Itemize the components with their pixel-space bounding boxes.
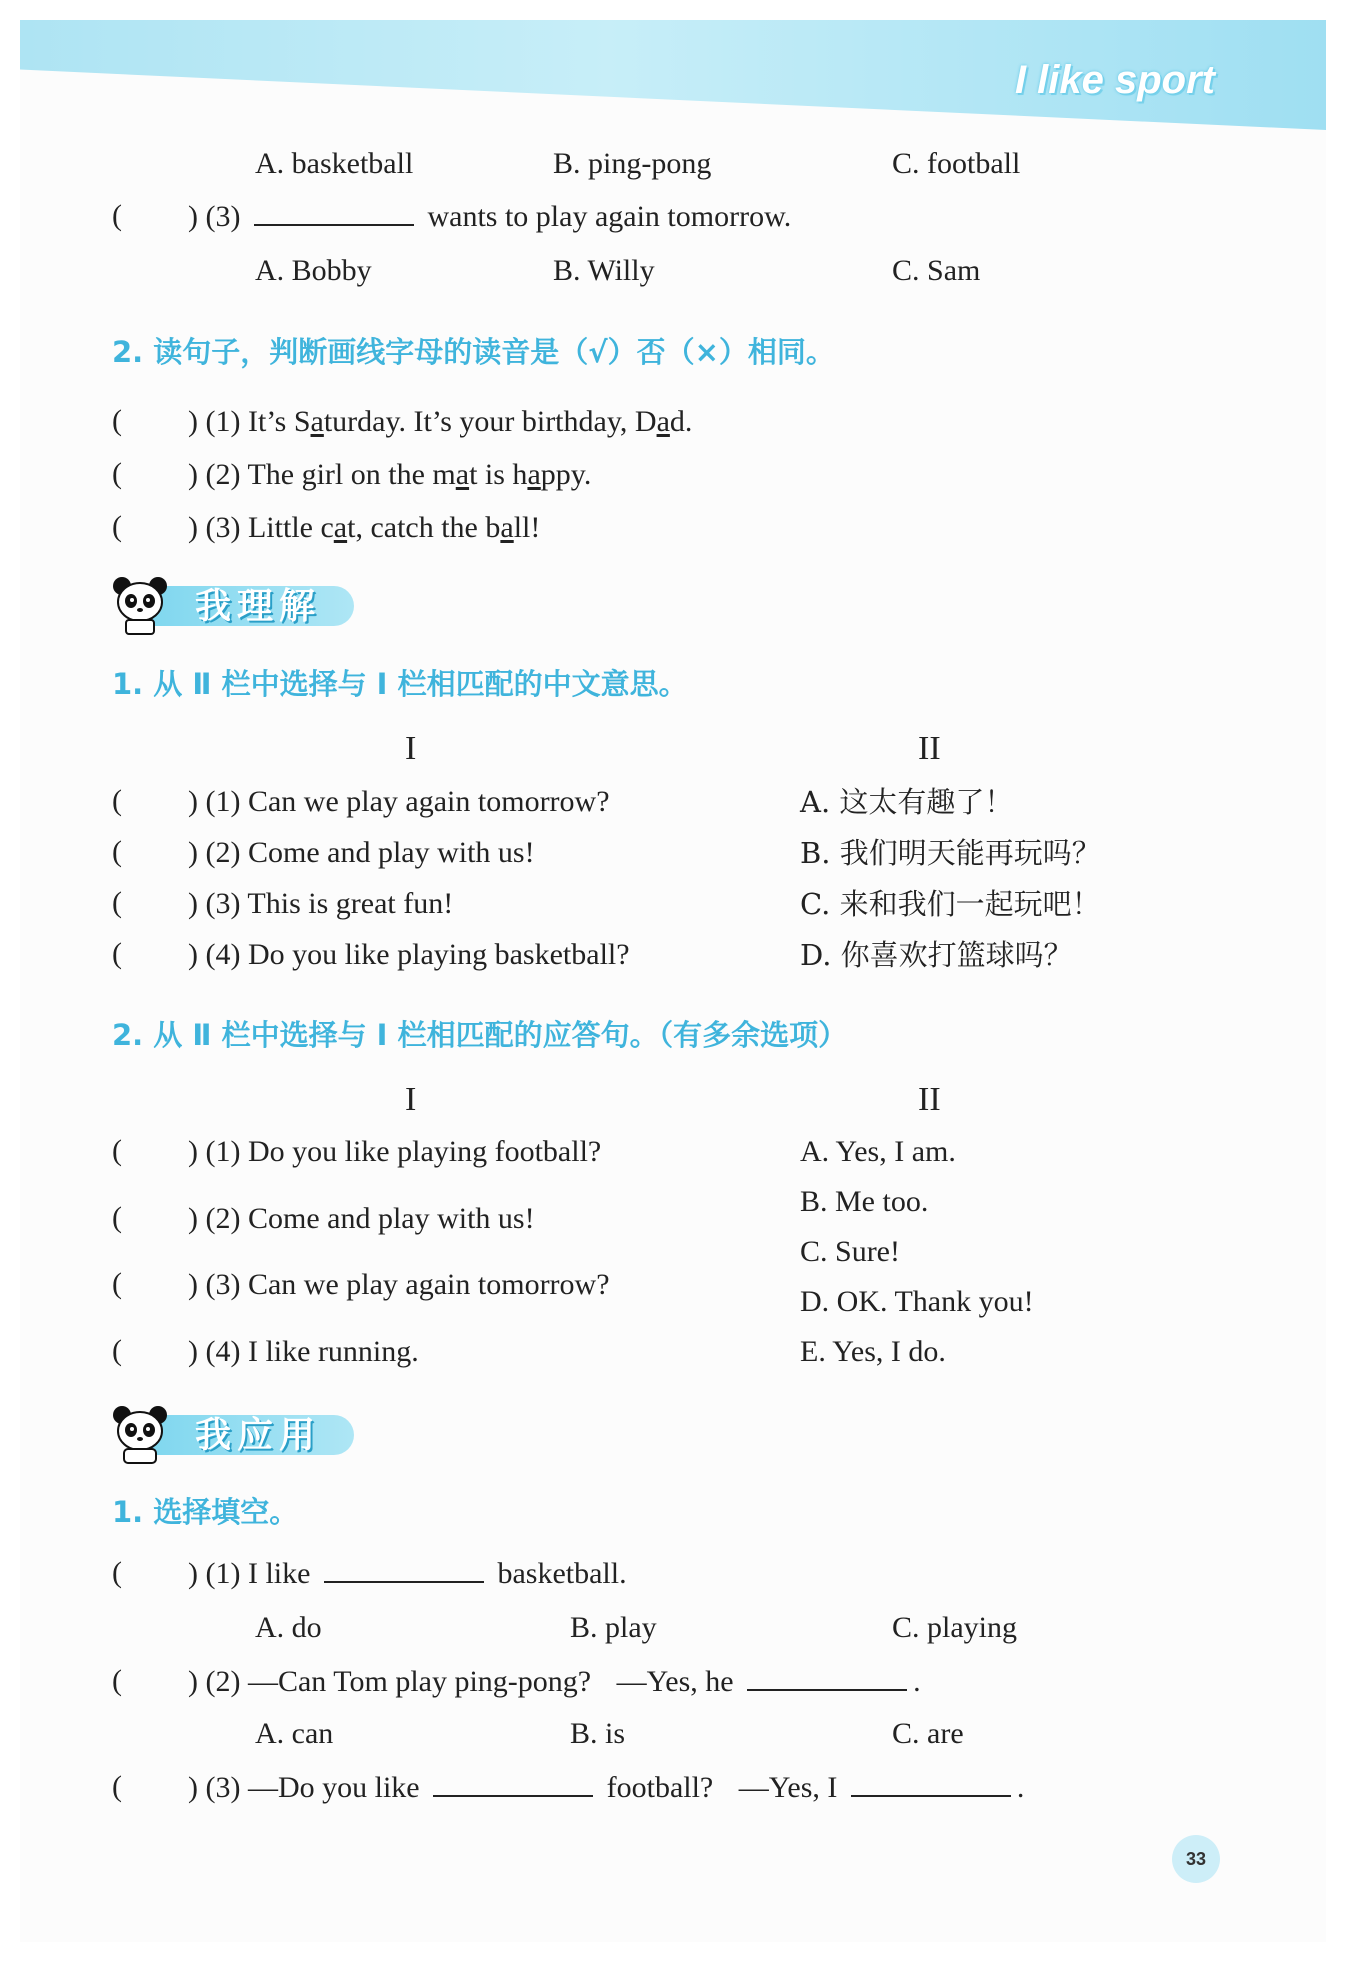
page-number: 33 [1172, 1835, 1220, 1883]
panda-icon [110, 1403, 172, 1465]
option-c: C. Sam [892, 254, 981, 287]
match-right-item: A. 这太有趣了！ [800, 785, 1014, 819]
text-part: ppy. [540, 458, 592, 491]
item-number: ) (3) [188, 511, 241, 544]
section-banner-apply [110, 1403, 355, 1455]
fill-question-2 [188, 1664, 921, 1700]
item-number: ) (1) [188, 405, 241, 438]
match-left-item: ) (3) This is great fun! [188, 887, 454, 920]
question-3 [188, 199, 791, 235]
match-left-item: ) (4) Do you like playing basketball? [188, 938, 630, 971]
answer-blank[interactable] [324, 1557, 484, 1583]
pron-item-2 [188, 457, 591, 493]
underlined-letter: a [310, 405, 324, 438]
question-text: —Yes, he [616, 1665, 734, 1698]
text-part: Little c [247, 511, 334, 544]
question-text: basketball. [497, 1557, 627, 1590]
underlined-letter: a [455, 458, 470, 491]
header-title: I like sport [1014, 58, 1215, 102]
text-part: It’s S [247, 405, 311, 438]
match-right-item: C. Sure! [800, 1235, 900, 1268]
question-heading: 2. 从 Ⅱ 栏中选择与 Ⅰ 栏相匹配的应答句。（有多余选项） [112, 1018, 848, 1052]
question-heading: 1. 选择填空。 [112, 1495, 299, 1529]
underlined-letter: a [500, 511, 514, 544]
question-text: . [1016, 1771, 1025, 1804]
match-left-item: ) (3) Can we play again tomorrow? [188, 1268, 610, 1301]
section-banner-understand [110, 574, 355, 626]
option-c: C. football [892, 147, 1021, 180]
fill-question-1 [188, 1556, 627, 1592]
text-part: turday. It’s your birthday, D [323, 405, 657, 438]
answer-paren[interactable]: ( [112, 1770, 122, 1803]
answer-paren[interactable]: ( [112, 937, 122, 970]
match-left-item: ) (1) Do you like playing football? [188, 1135, 602, 1168]
column-i-header: I [405, 730, 417, 767]
fill-question-3 [188, 1770, 1024, 1806]
text-part: t is h [469, 458, 528, 491]
option-c: C. are [892, 1717, 964, 1750]
option-b: B. Willy [553, 254, 655, 287]
panda-icon [110, 574, 172, 636]
answer-paren[interactable]: ( [112, 510, 122, 543]
answer-blank[interactable] [851, 1771, 1011, 1797]
answer-paren[interactable]: ( [112, 199, 122, 232]
answer-blank[interactable] [254, 200, 414, 226]
answer-blank[interactable] [747, 1665, 907, 1691]
option-b: B. ping-pong [553, 147, 712, 180]
question-text: football? [606, 1771, 714, 1804]
option-b: B. is [570, 1717, 626, 1750]
answer-paren[interactable]: ( [112, 1334, 122, 1367]
match-right-item: B. 我们明天能再玩吗？ [800, 836, 1101, 870]
match-right-item: A. Yes, I am. [800, 1135, 956, 1168]
text-part: The girl on the m [247, 458, 456, 491]
column-i-header: I [405, 1081, 417, 1118]
text-part: d. [669, 405, 693, 438]
option-a: A. can [255, 1717, 334, 1750]
option-a: A. do [255, 1611, 322, 1644]
text-part: ll! [513, 511, 541, 544]
question-number: ) (3) [188, 200, 241, 233]
question-text: ) (1) I like [188, 1557, 311, 1590]
answer-paren[interactable]: ( [112, 1201, 122, 1234]
section-label: 我应用 [195, 1415, 322, 1456]
text-part: t, catch the b [347, 511, 501, 544]
column-ii-header: II [918, 1081, 941, 1118]
answer-paren[interactable]: ( [112, 1134, 122, 1167]
option-a: A. basketball [255, 147, 414, 180]
underlined-letter: a [333, 511, 348, 544]
underlined-letter: a [656, 405, 670, 438]
match-left-item: ) (2) Come and play with us! [188, 1202, 535, 1235]
option-b: B. play [570, 1611, 657, 1644]
option-c: C. playing [892, 1611, 1017, 1644]
option-a: A. Bobby [255, 254, 372, 287]
answer-paren[interactable]: ( [112, 1664, 122, 1697]
answer-paren[interactable]: ( [112, 457, 122, 490]
match-right-item: D. 你喜欢打篮球吗？ [800, 938, 1073, 972]
answer-paren[interactable]: ( [112, 886, 122, 919]
question-text: ) (2) —Can Tom play ping-pong? [188, 1665, 592, 1698]
match-right-item: B. Me too. [800, 1185, 929, 1218]
question-text: ) (3) —Do you like [188, 1771, 420, 1804]
pron-item-3 [188, 510, 540, 546]
answer-paren[interactable]: ( [112, 1556, 122, 1589]
column-ii-header: II [918, 730, 941, 767]
match-right-item: E. Yes, I do. [800, 1335, 946, 1368]
answer-paren[interactable]: ( [112, 1267, 122, 1300]
question-text: . [913, 1665, 921, 1698]
match-left-item: ) (2) Come and play with us! [188, 836, 535, 869]
pron-item-1 [188, 404, 692, 440]
page-background [20, 20, 1326, 1942]
question-heading: 2. 读句子，判断画线字母的读音是（√）否（×）相同。 [112, 335, 835, 369]
answer-paren[interactable]: ( [112, 404, 122, 437]
question-text: —Yes, I [738, 1771, 838, 1804]
question-text: wants to play again tomorrow. [427, 200, 792, 233]
underlined-letter: a [527, 458, 541, 491]
match-right-item: C. 来和我们一起玩吧！ [800, 887, 1101, 921]
match-left-item: ) (1) Can we play again tomorrow? [188, 785, 610, 818]
answer-paren[interactable]: ( [112, 835, 122, 868]
section-label: 我理解 [195, 586, 322, 627]
answer-blank[interactable] [433, 1771, 593, 1797]
answer-paren[interactable]: ( [112, 784, 122, 817]
match-left-item: ) (4) I like running. [188, 1335, 419, 1368]
item-number: ) (2) [188, 458, 241, 491]
match-right-item: D. OK. Thank you! [800, 1285, 1034, 1318]
question-heading: 1. 从 Ⅱ 栏中选择与 Ⅰ 栏相匹配的中文意思。 [112, 667, 688, 701]
